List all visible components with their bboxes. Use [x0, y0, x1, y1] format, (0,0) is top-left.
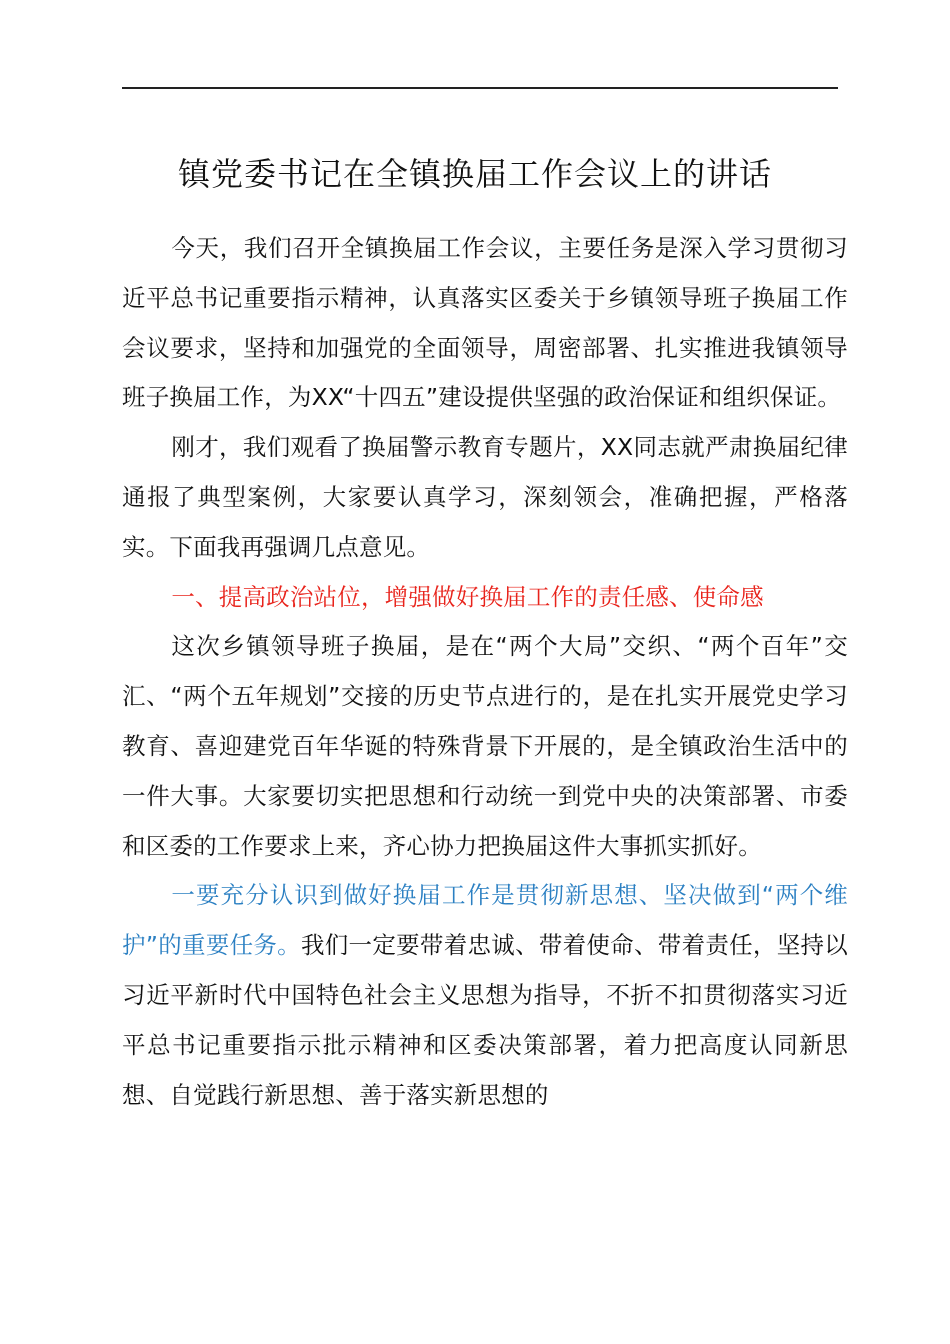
paragraph-opening: [122, 224, 848, 423]
paragraph-summary: [122, 423, 848, 572]
paragraph-point-1: [122, 871, 848, 1120]
paragraph-text: 今天，我们召开全镇换届工作会议，主要任务是深入学习贯彻习近平总书记重要指示精神，认真落实区委关于乡镇领导班子换届工作会议要求，坚持和加强党的全面领导，周密部署、扎实推进我镇领导班子换届工作，为XX“十四五”建设提供坚强的政治保证和组织保证。: [122, 234, 848, 412]
section-heading-1: [122, 573, 848, 623]
paragraph-text: 刚才，我们观看了换届警示教育专题片，XX同志就严肃换届纪律通报了典型案例，大家要认真学习，深刻领会，准确把握，严格落实。下面我再强调几点意见。: [122, 433, 848, 561]
paragraph-text: 这次乡镇领导班子换届，是在“两个大局”交织、“两个百年”交汇、“两个五年规划”交接的历史节点进行的，是在扎实开展党史学习教育、喜迎建党百年华诞的特殊背景下开展的，是全镇政治生活中的一件大事。大家要切实把思想和行动统一到党中央的决策部署、市委和区委的工作要求上来，齐心协力把换届这件大事抓实抓好。: [122, 632, 848, 860]
paragraph-context: [122, 622, 848, 871]
document-body: [122, 224, 848, 1120]
document-title: 镇党委书记在全镇换届工作会议上的讲话: [177, 155, 772, 193]
point-lead-sentence: 一要充分认识到做好换届工作是贯彻新思想、坚决做到“两个维护”的重要任务。: [122, 881, 848, 960]
section-heading-text: 一、提高政治站位，增强做好换届工作的责任感、使命感: [171, 582, 764, 611]
header-rule: [122, 87, 838, 89]
paragraph-text: 我们一定要带着忠诚、带着使命、带着责任，坚持以习近平新时代中国特色社会主义思想为指导，不折不扣贯彻落实习近平总书记重要指示批示精神和区委决策部署，着力把高度认同新思想、自觉践行新思想、善于落实新思想的: [122, 931, 848, 1109]
